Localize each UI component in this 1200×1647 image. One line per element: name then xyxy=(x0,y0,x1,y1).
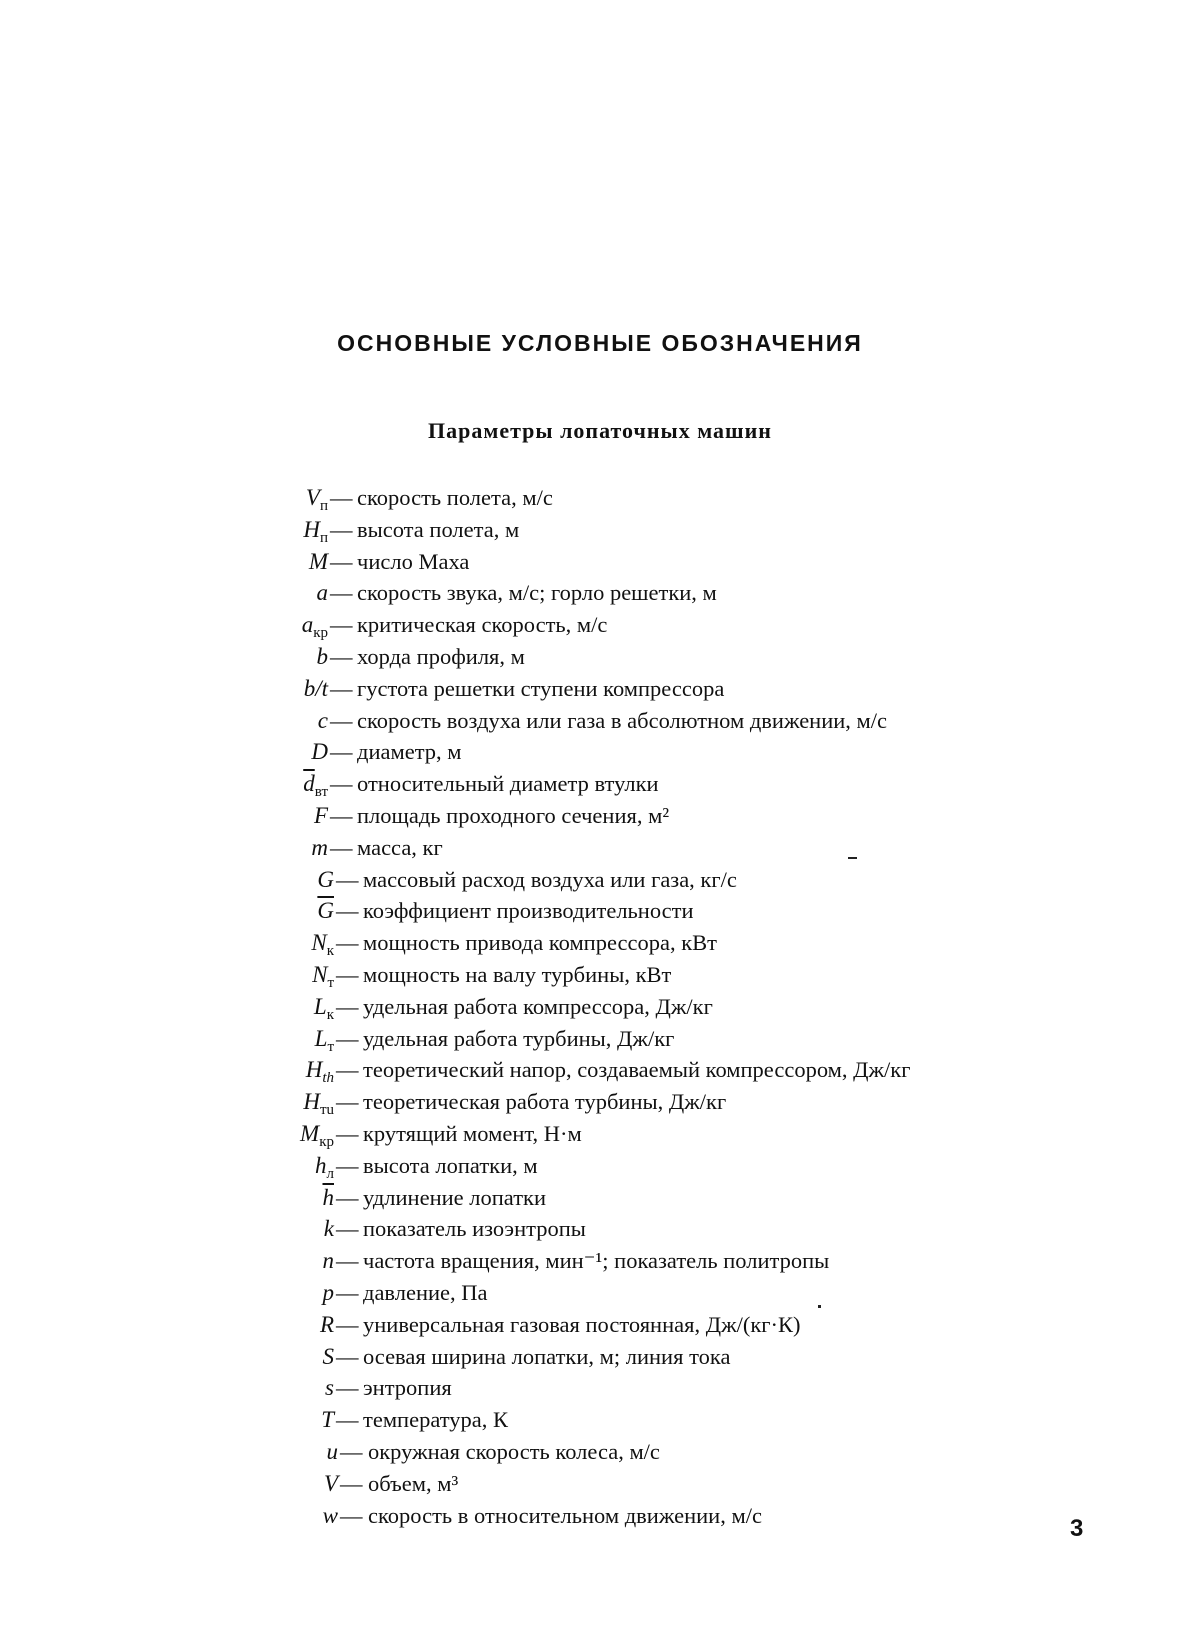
list-item xyxy=(0,1436,1200,1468)
list-item xyxy=(0,514,1200,546)
list-item xyxy=(0,736,1200,768)
description: высота полета, м xyxy=(357,516,520,542)
description: удлинение лопатки xyxy=(363,1184,546,1210)
symbol: $L_т$ xyxy=(314,1025,334,1055)
symbol: m xyxy=(311,834,328,860)
description: осевая ширина лопатки, м; линия тока xyxy=(363,1343,731,1369)
description: мощность привода компрессора, кВт xyxy=(363,930,718,956)
symbol-list xyxy=(0,482,1200,1531)
dash: — xyxy=(330,580,353,606)
dash: — xyxy=(340,1470,363,1496)
dash: — xyxy=(340,1438,363,1464)
description: окружная скорость колеса, м/с xyxy=(368,1438,660,1464)
list-item xyxy=(0,1150,1200,1182)
list-item xyxy=(0,1404,1200,1436)
description: массовый расход воздуха или газа, кг/с xyxy=(363,866,737,892)
symbol: $H_п$ xyxy=(303,516,328,546)
symbol: M xyxy=(308,548,328,574)
dash: — xyxy=(330,516,353,542)
dash: — xyxy=(336,866,359,892)
page-number: 3 xyxy=(1070,1515,1084,1542)
description: площадь проходного сечения, м² xyxy=(357,802,670,828)
symbol: $\overline{d}_{вт}$ xyxy=(303,771,328,801)
description: масса, кг xyxy=(357,834,443,860)
symbol: k xyxy=(323,1216,334,1242)
description: относительный диаметр втулки xyxy=(357,771,659,797)
description: хорда профиля, м xyxy=(357,643,525,669)
list-item xyxy=(0,1086,1200,1118)
description: теоретическая работа турбины, Дж/кг xyxy=(363,1089,727,1115)
list-item xyxy=(0,1341,1200,1373)
description: число Маха xyxy=(357,548,470,574)
list-item xyxy=(0,673,1200,705)
symbol: T xyxy=(321,1407,334,1433)
list-item xyxy=(0,1182,1200,1214)
dash: — xyxy=(336,961,359,987)
dash: — xyxy=(330,485,353,510)
list-item xyxy=(0,991,1200,1023)
dash: — xyxy=(336,1120,359,1146)
list-item xyxy=(0,768,1200,800)
symbol: $L_к$ xyxy=(313,993,334,1023)
dash: — xyxy=(330,548,353,574)
symbol: $N_т$ xyxy=(312,961,334,991)
list-item xyxy=(0,1277,1200,1309)
description: скорость звука, м/с; горло решетки, м xyxy=(357,580,717,606)
description: объем, м³ xyxy=(368,1470,459,1496)
description: удельная работа турбины, Дж/кг xyxy=(363,1025,675,1051)
dash: — xyxy=(336,993,359,1019)
list-item xyxy=(0,1245,1200,1277)
dash: — xyxy=(336,1279,359,1305)
description: скорость полета, м/с xyxy=(357,485,553,510)
dash: — xyxy=(340,1502,363,1528)
list-item xyxy=(0,609,1200,641)
dash: — xyxy=(336,930,359,956)
description: универсальная газовая постоянная, Дж/(кг·К) xyxy=(363,1311,801,1337)
dash: — xyxy=(330,707,353,733)
dash: — xyxy=(330,612,353,638)
scan-speck xyxy=(818,1305,821,1308)
dash: — xyxy=(336,1025,359,1051)
symbol: w xyxy=(322,1502,338,1528)
symbol: $M_{кр}$ xyxy=(300,1120,334,1150)
section-title: Параметры лопаточных машин xyxy=(427,418,772,443)
symbol: D xyxy=(311,739,328,765)
symbol: $h_л$ xyxy=(315,1152,334,1182)
list-item xyxy=(0,1309,1200,1341)
symbol: $\overline{h}$ xyxy=(322,1184,334,1210)
list-item xyxy=(0,1468,1200,1500)
list-item xyxy=(0,1213,1200,1245)
description: температура, К xyxy=(363,1407,509,1433)
dash: — xyxy=(336,1311,359,1337)
symbol: $H_{тu}$ xyxy=(303,1089,334,1119)
dash: — xyxy=(330,643,353,669)
description: критическая скорость, м/с xyxy=(357,612,608,638)
symbol: $N_к$ xyxy=(311,930,334,960)
list-item xyxy=(0,1023,1200,1055)
description: высота лопатки, м xyxy=(363,1152,538,1178)
symbol: $H_{th}$ xyxy=(305,1057,334,1087)
list-item xyxy=(0,482,1200,514)
description: теоретический напор, создаваемый компрессором, Дж/кг xyxy=(363,1057,911,1083)
dash: — xyxy=(336,1216,359,1242)
description: коэффициент производительности xyxy=(363,898,694,924)
list-item xyxy=(0,895,1200,927)
symbol: n xyxy=(322,1248,334,1274)
dash: — xyxy=(336,1152,359,1178)
list-item xyxy=(0,832,1200,864)
list-item xyxy=(0,1372,1200,1404)
dash: — xyxy=(336,1375,359,1401)
symbol: b/t xyxy=(303,675,328,701)
description: мощность на валу турбины, кВт xyxy=(363,961,672,987)
list-item xyxy=(0,1500,1200,1532)
dash: — xyxy=(330,771,353,797)
dash: — xyxy=(336,1057,359,1083)
symbol: s xyxy=(325,1375,334,1401)
description: густота решетки ступени компрессора xyxy=(357,675,725,701)
symbol: F xyxy=(313,802,328,828)
dash: — xyxy=(336,1248,359,1274)
dash: — xyxy=(336,1407,359,1433)
list-item xyxy=(0,927,1200,959)
page-title: ОСНОВНЫЕ УСЛОВНЫЕ ОБОЗНАЧЕНИЯ xyxy=(337,330,863,356)
dash: — xyxy=(336,1089,359,1115)
description: крутящий момент, Н·м xyxy=(363,1120,582,1146)
symbol: a xyxy=(316,580,328,606)
dash: — xyxy=(330,802,353,828)
list-item xyxy=(0,577,1200,609)
symbol: $\overline{G}$ xyxy=(317,898,334,924)
list-item xyxy=(0,546,1200,578)
description: показатель изоэнтропы xyxy=(363,1216,586,1242)
symbol: $V_п$ xyxy=(305,485,328,514)
symbol: b xyxy=(316,643,328,669)
description: скорость в относительном движении, м/с xyxy=(368,1502,762,1528)
symbol: p xyxy=(322,1279,334,1305)
list-item xyxy=(0,705,1200,737)
description: частота вращения, мин⁻¹; показатель политропы xyxy=(363,1248,830,1274)
dash: — xyxy=(330,675,353,701)
list-item xyxy=(0,959,1200,991)
scan-speck xyxy=(848,857,857,859)
description: удельная работа компрессора, Дж/кг xyxy=(363,993,713,1019)
symbol: R xyxy=(319,1311,334,1337)
description: давление, Па xyxy=(363,1279,488,1305)
symbol: u xyxy=(326,1438,338,1464)
symbol: G xyxy=(317,866,334,892)
dash: — xyxy=(336,1343,359,1369)
dash: — xyxy=(330,834,353,860)
symbol: $a_{кр}$ xyxy=(301,612,328,642)
list-item xyxy=(0,1054,1200,1086)
description: скорость воздуха или газа в абсолютном движении, м/с xyxy=(357,707,888,733)
dash: — xyxy=(336,1184,359,1210)
dash: — xyxy=(330,739,353,765)
symbol: c xyxy=(317,707,328,733)
list-item xyxy=(0,1118,1200,1150)
symbol: V xyxy=(323,1470,338,1496)
list-item xyxy=(0,864,1200,896)
dash: — xyxy=(336,898,359,924)
symbol: S xyxy=(322,1343,334,1369)
list-item xyxy=(0,800,1200,832)
description: энтропия xyxy=(363,1375,452,1401)
description: диаметр, м xyxy=(357,739,462,765)
list-item xyxy=(0,641,1200,673)
